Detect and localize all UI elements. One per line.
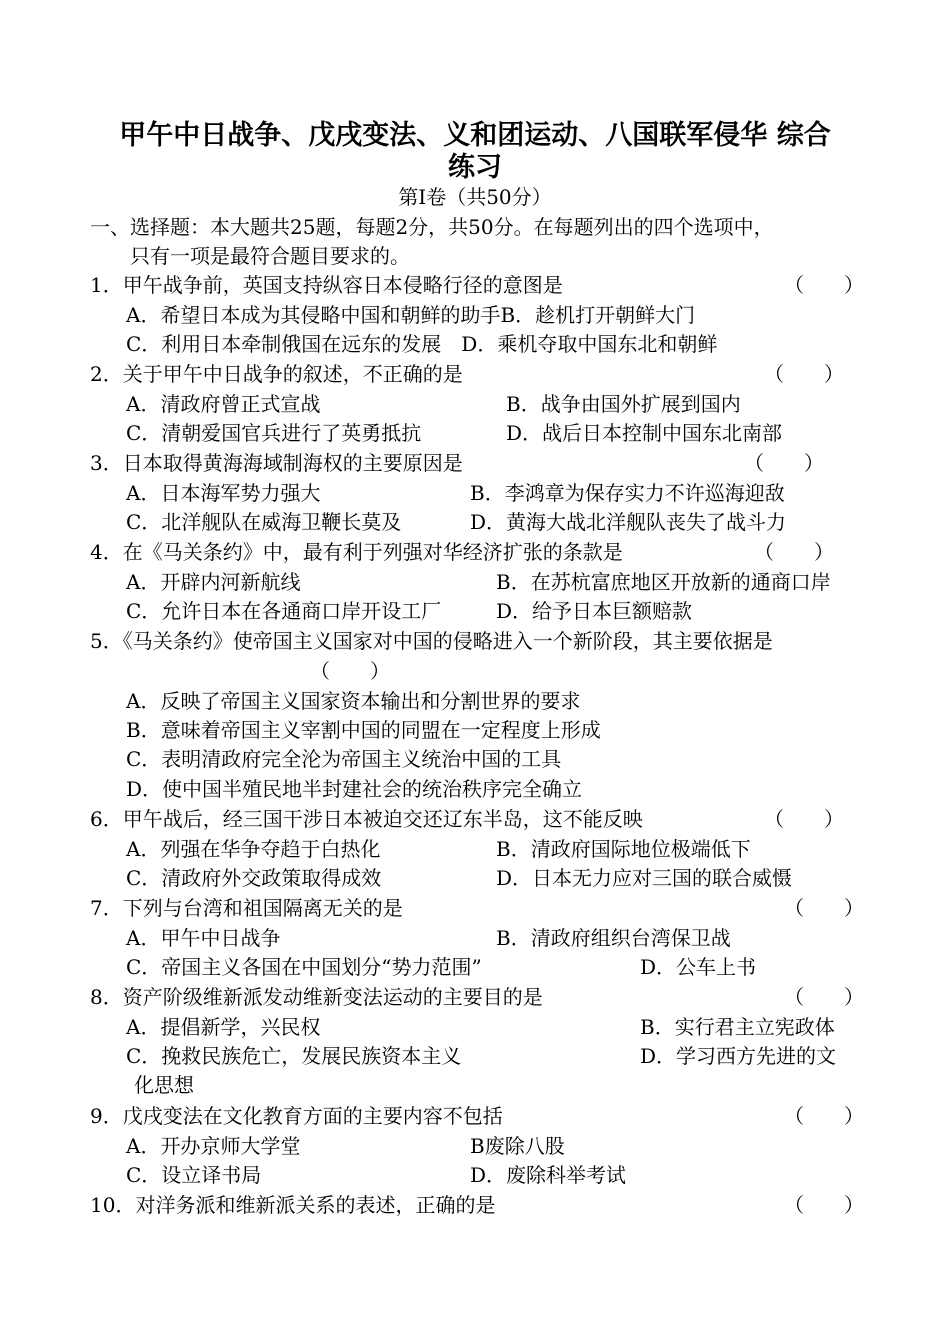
question-4-option-a: A．开辟内河新航线 [126, 570, 301, 594]
question-5-answer-blank: （ ） [310, 659, 390, 683]
question-3-option-b: B．李鸿章为保存实力不许巡海迎敌 [470, 481, 785, 505]
page-title-continued: 练习 [448, 152, 502, 183]
question-8-option-a: A．提倡新学，兴民权 [126, 1015, 321, 1039]
question-8-option-d: D．学习西方先进的文 [640, 1044, 837, 1068]
question-5-option-b: B．意味着帝国主义宰割中国的同盟在一定程度上形成 [126, 718, 601, 742]
question-9-option-d: D．废除科举考试 [470, 1163, 627, 1187]
question-2-stem: 2．关于甲午中日战争的叙述，不正确的是 [90, 362, 463, 386]
question-6-option-a: A．列强在华争夺趋于白热化 [126, 837, 381, 861]
question-3-option-d: D．黄海大战北洋舰队丧失了战斗力 [470, 510, 787, 534]
question-6-option-b: B．清政府国际地位极端低下 [496, 837, 751, 861]
question-5-option-d: D．使中国半殖民地半封建社会的统治秩序完全确立 [126, 777, 583, 801]
question-10-stem: 10．对洋务派和维新派关系的表述，正确的是 [90, 1193, 496, 1217]
question-9-answer-blank: （ ） [784, 1104, 864, 1128]
question-2-option-d: D．战后日本控制中国东北南部 [506, 421, 783, 445]
page-title: 甲午中日战争、戊戌变法、义和团运动、八国联军侵华 综合 [119, 120, 831, 151]
question-9-option-c: C．设立译书局 [126, 1163, 262, 1187]
question-3-stem: 3．日本取得黄海海域制海权的主要原因是 [90, 451, 463, 475]
question-1-answer-blank: （ ） [784, 273, 864, 297]
question-6-stem: 6．甲午战后，经三国干涉日本被迫交还辽东半岛，这不能反映 [90, 807, 643, 831]
question-7-option-c: C．帝国主义各国在中国划分“势力范围” [126, 955, 482, 979]
question-8-option-b: B．实行君主立宪政体 [640, 1015, 835, 1039]
question-4-option-b: B．在苏杭富庶地区开放新的通商口岸 [496, 570, 831, 594]
question-9-stem: 9．戊戌变法在文化教育方面的主要内容不包括 [90, 1104, 503, 1128]
question-6-answer-blank: （ ） [764, 807, 844, 831]
question-2-option-c: C．清朝爱国官兵进行了英勇抵抗 [126, 421, 422, 445]
question-8-stem: 8．资产阶级维新派发动维新变法运动的主要目的是 [90, 985, 543, 1009]
question-7-answer-blank: （ ） [784, 896, 864, 920]
question-6-option-d: D．日本无力应对三国的联合威慑 [496, 866, 793, 890]
question-5-option-a: A．反映了帝国主义国家资本输出和分割世界的要求 [126, 689, 581, 713]
section-heading-continued: 只有一项是最符合题目要求的。 [130, 244, 410, 268]
question-9-option-b: B废除八股 [470, 1134, 565, 1158]
question-7-option-d: D．公车上书 [640, 955, 757, 979]
question-4-option-d: D．给予日本巨额赔款 [496, 599, 693, 623]
question-5-option-c: C．表明清政府完全沦为帝国主义统治中国的工具 [126, 747, 562, 771]
question-9-option-a: A．开办京师大学堂 [126, 1134, 301, 1158]
question-2-answer-blank: （ ） [764, 362, 844, 386]
question-6-option-c: C．清政府外交政策取得成效 [126, 866, 382, 890]
question-7-stem: 7．下列与台湾和祖国隔离无关的是 [90, 896, 403, 920]
question-8-option-c: C．挽救民族危亡，发展民族资本主义 [126, 1044, 462, 1068]
question-1-stem: 1．甲午战争前，英国支持纵容日本侵略行径的意图是 [90, 273, 563, 297]
question-7-option-b: B．清政府组织台湾保卫战 [496, 926, 731, 950]
question-5-stem: 5．《马关条约》使帝国主义国家对中国的侵略进入一个新阶段，其主要依据是 [90, 629, 773, 653]
question-4-stem: 4．在《马关条约》中，最有利于列强对华经济扩张的条款是 [90, 540, 623, 564]
question-3-option-c: C．北洋舰队在威海卫鞭长莫及 [126, 510, 402, 534]
question-10-answer-blank: （ ） [784, 1193, 864, 1217]
question-2-option-a: A．清政府曾正式宣战 [126, 392, 321, 416]
section-heading: 一、选择题：本大题共25题，每题2分，共50分。在每题列出的四个选项中， [90, 215, 774, 239]
question-3-option-a: A．日本海军势力强大 [126, 481, 321, 505]
question-1-options-ab: A．希望日本成为其侵略中国和朝鲜的助手B．趁机打开朝鲜大门 [126, 303, 696, 327]
question-4-answer-blank: （ ） [754, 540, 834, 564]
question-1-options-cd: C．利用日本牵制俄国在远东的发展 D．乘机夺取中国东北和朝鲜 [126, 332, 718, 356]
question-7-option-a: A．甲午中日战争 [126, 926, 281, 950]
question-3-answer-blank: （ ） [744, 451, 824, 475]
paper-subtitle: 第Ⅰ卷（共50分） [398, 185, 552, 209]
question-8-option-d-continued: 化思想 [134, 1073, 194, 1097]
question-4-option-c: C．允许日本在各通商口岸开设工厂 [126, 599, 442, 623]
question-2-option-b: B．战争由国外扩展到国内 [506, 392, 741, 416]
question-8-answer-blank: （ ） [784, 985, 864, 1009]
